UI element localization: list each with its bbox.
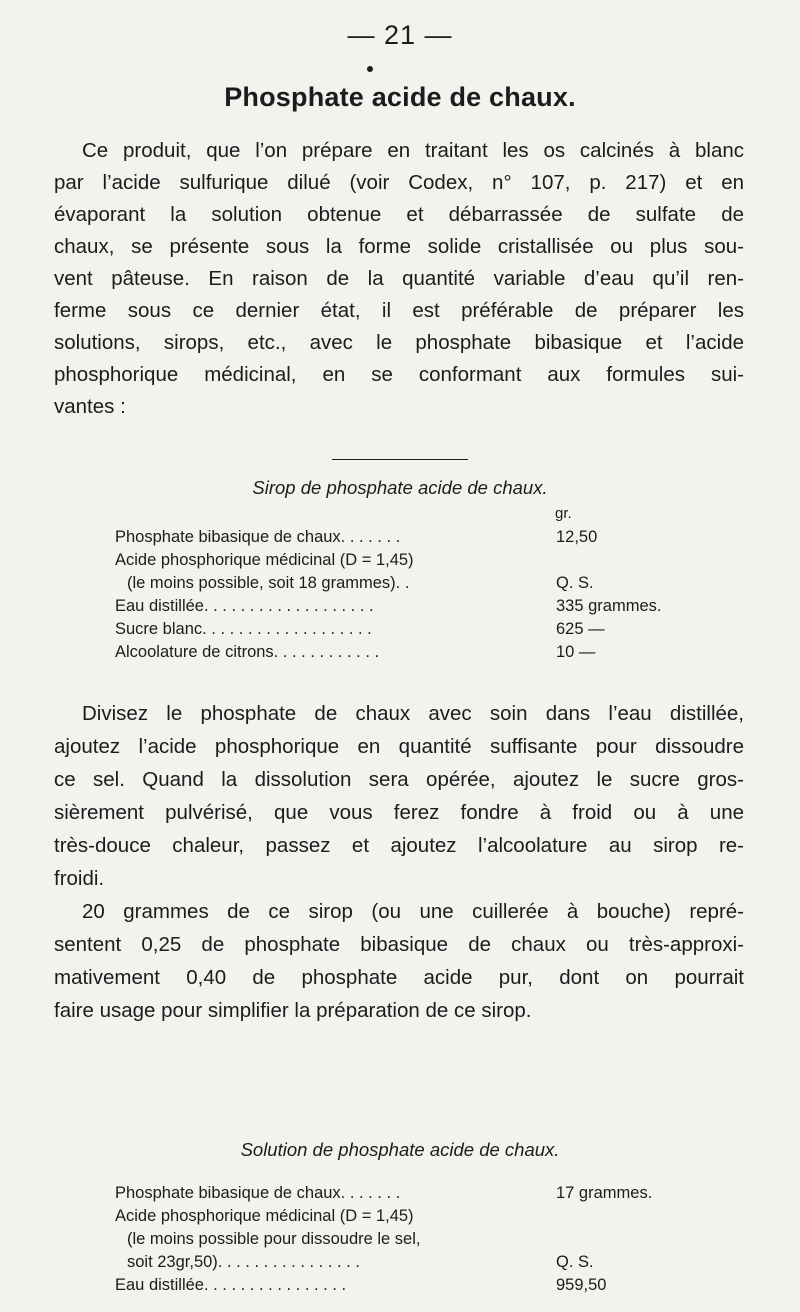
- instructions-line: froidi.: [54, 867, 105, 890]
- instructions-line: très-douce chaleur, passez et ajoutez l’alcoolature au sirop re-: [54, 834, 744, 857]
- ingredient-quantity: Q. S.: [556, 574, 594, 592]
- intro-line: solutions, sirops, etc., avec le phosphate bibasique et l’acide: [54, 331, 744, 354]
- sirop-ingredients-table: [115, 526, 661, 664]
- ingredient-quantity: [552, 1205, 652, 1228]
- page-number: — 21 —: [347, 20, 453, 50]
- ingredient-row: [115, 595, 661, 618]
- ingredient-name: Phosphate bibasique de chaux. . . . . . .: [115, 1184, 401, 1202]
- instructions-line: sièrement pulvérisé, que vous ferez fondre à froid ou à une: [54, 801, 744, 824]
- intro-line: vantes :: [54, 395, 126, 418]
- ingredient-quantity: 625 —: [556, 620, 605, 638]
- solution-ingredients-table: [115, 1182, 652, 1297]
- ingredient-name: Acide phosphorique médicinal (D = 1,45): [115, 1207, 414, 1225]
- instructions-line: ajoutez l’acide phosphorique en quantité suffisante pour dissoudre: [54, 735, 744, 758]
- ingredient-quantity: Q. S.: [556, 1253, 594, 1271]
- ingredient-quantity: [552, 1228, 652, 1251]
- sirop-unit-label: gr.: [555, 505, 572, 522]
- ingredient-name: (le moins possible pour dissoudre le sel,: [127, 1230, 421, 1248]
- intro-line: évaporant la solution obtenue et débarrassée de sulfate de: [54, 203, 744, 226]
- ingredient-name: Eau distillée. . . . . . . . . . . . . . . .: [115, 1276, 347, 1294]
- ingredient-name: Acide phosphorique médicinal (D = 1,45): [115, 551, 414, 569]
- instructions-line: Divisez le phosphate de chaux avec soin dans l’eau distillée,: [82, 702, 744, 725]
- ingredient-name: Phosphate bibasique de chaux. . . . . . .: [115, 528, 401, 546]
- instructions-line: sentent 0,25 de phosphate bibasique de chaux ou très-approxi-: [54, 933, 744, 956]
- intro-line: phosphorique médicinal, en se conformant aux formules sui-: [54, 363, 744, 386]
- intro-paragraph: [54, 135, 744, 423]
- ingredient-name: Eau distillée. . . . . . . . . . . . . . . . . . .: [115, 597, 374, 615]
- ingredient-quantity: 335 grammes.: [556, 597, 662, 615]
- ingredient-row: [115, 1251, 652, 1274]
- solution-recipe-title: Solution de phosphate acide de chaux.: [240, 1139, 560, 1160]
- ingredient-quantity: [552, 549, 661, 572]
- ingredient-name: (le moins possible, soit 18 grammes). .: [127, 574, 410, 592]
- ingredient-quantity: 959,50: [556, 1276, 607, 1294]
- sirop-recipe-title: Sirop de phosphate acide de chaux.: [252, 477, 548, 498]
- ingredient-row: [115, 572, 661, 595]
- ingredient-row: [115, 641, 661, 664]
- bullet-mark: [367, 66, 373, 72]
- instructions-line: mativement 0,40 de phosphate acide pur, dont on pourrait: [54, 966, 744, 989]
- page-title: Phosphate acide de chaux.: [224, 82, 576, 112]
- section-divider: [332, 459, 468, 460]
- ingredient-row: [115, 1205, 652, 1228]
- instructions-line: faire usage pour simplifier la préparation de ce sirop.: [54, 999, 532, 1022]
- ingredient-quantity: 10 —: [556, 643, 596, 661]
- intro-line: Ce produit, que l’on prépare en traitant les os calcinés à blanc: [82, 139, 744, 162]
- ingredient-name: soit 23gr,50). . . . . . . . . . . . . . . .: [127, 1253, 360, 1271]
- ingredient-name: Sucre blanc. . . . . . . . . . . . . . . . . . .: [115, 620, 372, 638]
- ingredient-quantity: 12,50: [556, 528, 598, 546]
- ingredient-row: [115, 618, 661, 641]
- instructions-paragraph: [54, 697, 744, 1027]
- instructions-line: ce sel. Quand la dissolution sera opérée, ajoutez le sucre gros-: [54, 768, 744, 791]
- intro-line: par l’acide sulfurique dilué (voir Codex, n° 107, p. 217) et en: [54, 171, 744, 194]
- ingredient-row: [115, 549, 661, 572]
- instructions-line: 20 grammes de ce sirop (ou une cuillerée à bouche) repré-: [82, 900, 744, 923]
- ingredient-name: Alcoolature de citrons. . . . . . . . . . . .: [115, 643, 380, 661]
- ingredient-row: [115, 1182, 652, 1205]
- intro-line: ferme sous ce dernier état, il est préférable de préparer les: [54, 299, 744, 322]
- ingredient-quantity: 17 grammes.: [556, 1184, 653, 1202]
- ingredient-row: [115, 1228, 652, 1251]
- intro-line: chaux, se présente sous la forme solide cristallisée ou plus sou-: [54, 235, 744, 258]
- intro-line: vent pâteuse. En raison de la quantité variable d’eau qu’il ren-: [54, 267, 744, 290]
- ingredient-row: [115, 526, 661, 549]
- ingredient-row: [115, 1274, 652, 1297]
